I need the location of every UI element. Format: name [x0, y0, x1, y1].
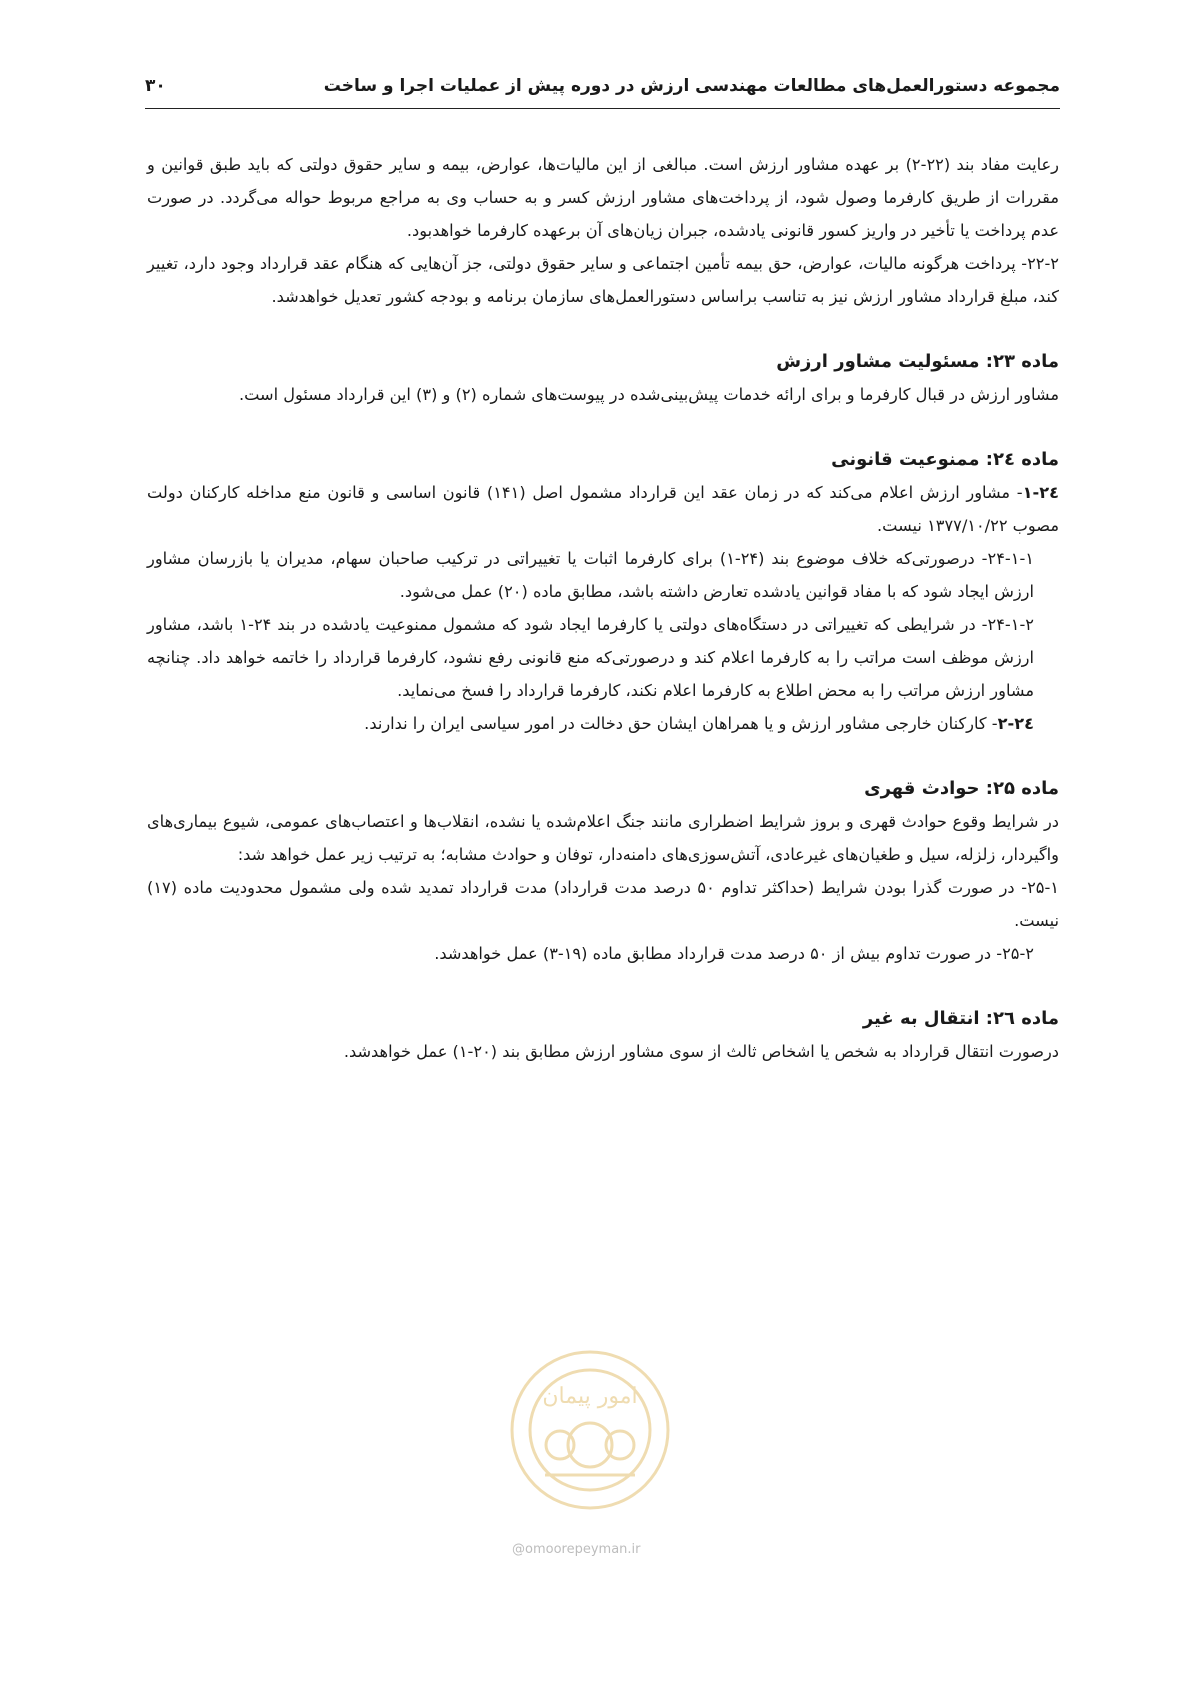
paragraph: رعایت مفاد بند (۲۲-۲) بر عهده مشاور ارزش است. مبالغی از این مالیات‌ها، عوارض، بیمه و سایر حقوق دولتی که باید طبق قوانین و مقررات از طریق کارفرما وصول شود، از پرداخت‌های مشاور ارزش کسر و به حساب وی به مراجع مربوط حواله می‌گردد. در صورت عدم پرداخت یا تأخیر در واریز کسور قانونی یادشده، جبران زیان‌های آن برعهده کارفرما خواهدبود.: [147, 155, 1059, 240]
article-heading: ماده ۲٤: ممنوعیت قانونی: [831, 449, 1059, 470]
clause: [147, 476, 1059, 542]
gear-seal-icon: [505, 1345, 675, 1515]
seal-text: امور پیمان: [542, 1384, 638, 1409]
clause-text: - مشاور ارزش اعلام می‌کند که در زمان عقد این قرارداد مشمول اصل (۱۴۱) قانون اساسی و قانون منع مداخله کارکنان دولت مصوب ۱۳۷۷/۱۰/۲۲ نیست.: [147, 483, 1059, 535]
clause: [147, 707, 1034, 740]
subclause: ۲۴-۱-۱- درصورتی‌که خلاف موضوع بند (۲۴-۱) برای کارفرما اثبات یا تغییراتی در ترکیب صاحبان سهام، مدیران یا بازرسان مشاور ارزش ایجاد شود که با مفاد قوانین یادشده تعارض داشته باشد، مطابق ماده (۲۰) عمل می‌شود.: [147, 549, 1034, 601]
paragraph: مشاور ارزش در قبال کارفرما و برای ارائه خدمات پیش‌بینی‌شده در پیوست‌های شماره (۲) و (۳) این قرارداد مسئول است.: [239, 385, 1059, 404]
clause: ۲۵-۱- در صورت گذرا بودن شرایط (حداکثر تداوم ۵۰ درصد مدت قرارداد) مدت قرارداد تمدید شده ولی مشمول محدودیت ماده (۱۷) نیست.: [147, 878, 1059, 930]
clause: ۲۵-۲- در صورت تداوم بیش از ۵۰ درصد مدت قرارداد مطابق ماده (۱۹-۳) عمل خواهدشد.: [434, 944, 1034, 963]
article-heading: ماده ۲٦: انتقال به غیر: [862, 1008, 1059, 1029]
header-rule: [145, 108, 1060, 109]
clause-number: ۲٤-۱: [1022, 483, 1059, 502]
document-body: [147, 148, 1059, 1068]
clause-text: - کارکنان خارجی مشاور ارزش و یا همراهان ایشان حق دخالت در امور سیاسی ایران را ندارند.: [364, 714, 998, 733]
article-heading: ماده ۲۳: مسئولیت مشاور ارزش: [776, 351, 1059, 372]
running-header-title: مجموعه دستورالعمل‌های مطالعات مهندسی ارزش در دوره پیش از عملیات اجرا و ساخت: [323, 76, 1060, 96]
watermark-site: @omoorepeyman.ir: [512, 1542, 641, 1557]
paragraph: درصورت انتقال قرارداد به شخص یا اشخاص ثالث از سوی مشاور ارزش مطابق بند (۲۰-۱) عمل خواهدشد.: [343, 1042, 1059, 1061]
paragraph: ۲۲-۲- پرداخت هرگونه مالیات، عوارض، حق بیمه تأمین اجتماعی و سایر حقوق دولتی، جز آن‌هایی که هنگام عقد قرارداد وجود دارد، تغییر کند، مبلغ قرارداد مشاور ارزش نیز به تناسب براساس دستورالعمل‌های سازمان برنامه و بودجه کشور تعدیل خواهدشد.: [147, 254, 1059, 306]
paragraph: در شرایط وقوع حوادث قهری و بروز شرایط اضطراری مانند جنگ اعلام‌شده یا نشده، انقلاب‌ها و اعتصاب‌های عمومی، شیوع بیماری‌های واگیردار، زلزله، سیل و طغیان‌های غیرعادی، آتش‌سوزی‌های دامنه‌دار، توفان و حوادث مشابه؛ به ترتیب زیر عمل خواهد شد:: [147, 812, 1059, 864]
article-heading: ماده ۲۵: حوادث قهری: [864, 778, 1059, 799]
subclause: ۲۴-۱-۲- در شرایطی که تغییراتی در دستگاه‌های دولتی یا کارفرما ایجاد شود که مشمول ممنوعیت یادشده در بند ۲۴-۱ باشد، مشاور ارزش موظف است مراتب را به کارفرما اعلام کند و درصورتی‌که منع قانونی رفع نشود، کارفرما قرارداد را خاتمه خواهد داد. چنانچه مشاور ارزش مراتب را به محض اطلاع به کارفرما اعلام نکند، کارفرما قرارداد را فسخ می‌نماید.: [147, 615, 1034, 700]
page-number: ۳۰: [145, 76, 166, 96]
clause-number: ۲٤-۲: [997, 714, 1034, 733]
